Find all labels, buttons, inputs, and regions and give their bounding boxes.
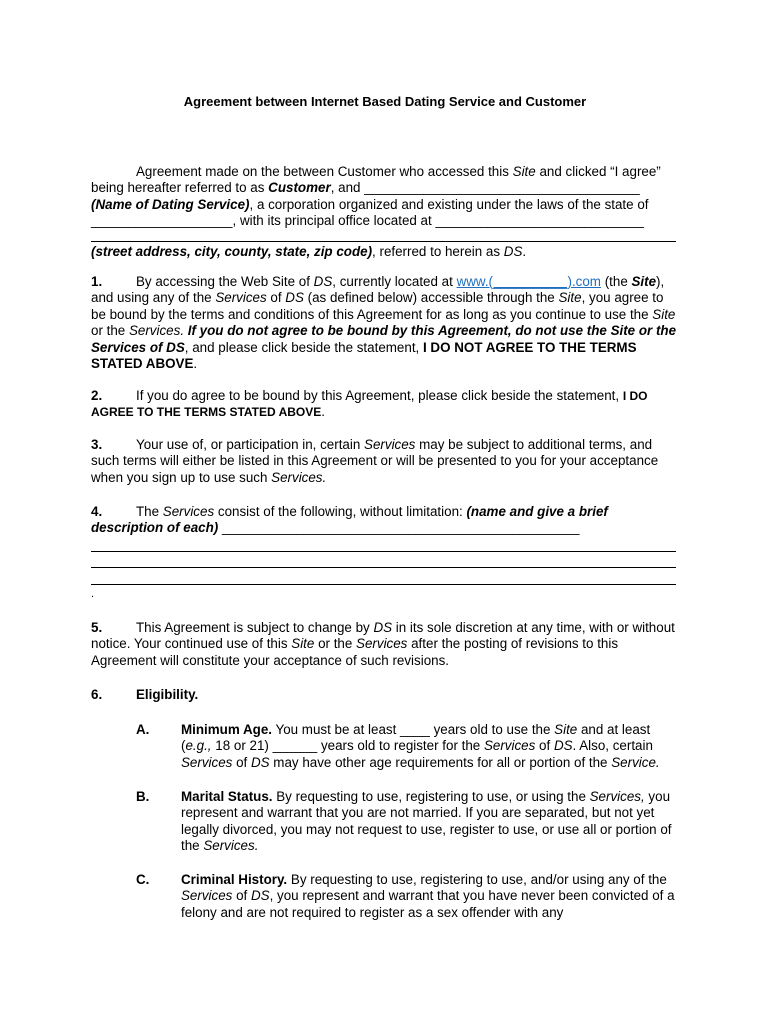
section-4: 4. The Services consist of the following, without limitation: (name and give a brief description of each) ________________________________________________ <box>91 504 608 536</box>
website-url-link[interactable]: www.(__________).com <box>456 274 601 289</box>
address-paragraph: (street address, city, county, state, zip code), referred to herein as DS. <box>91 244 527 259</box>
subsection-c: C. Criminal History. By requesting to use, registering to use, and/or using any of the Services of DS, you represent and warrant that you have never been convicted of a felony and are not required to register as a sex offender with any <box>136 872 675 920</box>
services-description-blank[interactable]: ________________________________________________ <box>218 520 580 536</box>
disagree-statement[interactable]: I DO NOT AGREE TO THE TERMS STATED ABOVE <box>91 339 637 372</box>
services-blank-line-2[interactable] <box>91 567 676 568</box>
document-title: Agreement between Internet Based Dating Service and Customer <box>183 94 587 109</box>
section-6-heading: 6. Eligibility. <box>91 687 199 702</box>
services-blank-line-1[interactable] <box>91 551 676 552</box>
address-blank-line[interactable] <box>91 241 676 242</box>
section-3: 3. Your use of, or participation in, certain Services may be subject to additional terms, and such terms will either be listed in this Agreement or will be presented to you for your acceptance when you sign up to use such Services. <box>91 437 659 485</box>
dating-service-name-blank[interactable]: _____________________________________ <box>364 180 640 196</box>
section-4-end-dot: . <box>91 588 95 600</box>
section-2: 2. If you do agree to be bound by this Agreement, please click beside the statement, I DO AGREE TO THE TERMS STATED ABOVE. <box>91 388 648 420</box>
agree-statement[interactable]: I DO AGREE TO THE TERMS STATED ABOVE <box>91 389 648 420</box>
section-5: 5. This Agreement is subject to change by DS in its sole discretion at any time, with or without notice. Your continued use of this Site or the Services after the posting of revisions to this Agreement will constitute your acceptance of such revisions. <box>91 620 675 668</box>
state-blank[interactable]: ___________________ <box>91 213 233 229</box>
subsection-a: A. Minimum Age. You must be at least ____ years old to use the Site and at least (e.g., 18 or 21) ______ years old to register for the Services of DS. Also, certain Services of DS may have other age requirements for all or portion of the Service. <box>136 722 660 770</box>
subsection-b: B. Marital Status. By requesting to use, registering to use, or using the Services, you represent and warrant that you are not married. If you are separated, but not yet legally divorced, you may not request to use, register to use, or use all or portion of the Services. <box>136 789 672 854</box>
office-address-blank[interactable]: ____________________________ <box>435 213 644 229</box>
section-1: 1. By accessing the Web Site of DS, currently located at www.(__________).com (the Site), and using any of the Services of DS (as defined below) accessible through the Site, you agree to be bound by the terms and conditions of this Agreement for as long as you continue to use the Site or the Services. If you do not agree to be bound by this Agreement, do not use the Site or the Services of DS, and please click beside the statement, I DO NOT AGREE TO THE TERMS STATED ABOVE. <box>91 274 677 372</box>
services-blank-line-3[interactable] <box>91 584 676 585</box>
intro-paragraph: Agreement made on the between Customer who accessed this Site and clicked “I agree” being hereafter referred to as Customer, and _____________________________________ (Name of Dating Service), a corporation organized and existing under the laws of the state of ___________________, with its principal office located at ____________________________ <box>91 164 661 229</box>
